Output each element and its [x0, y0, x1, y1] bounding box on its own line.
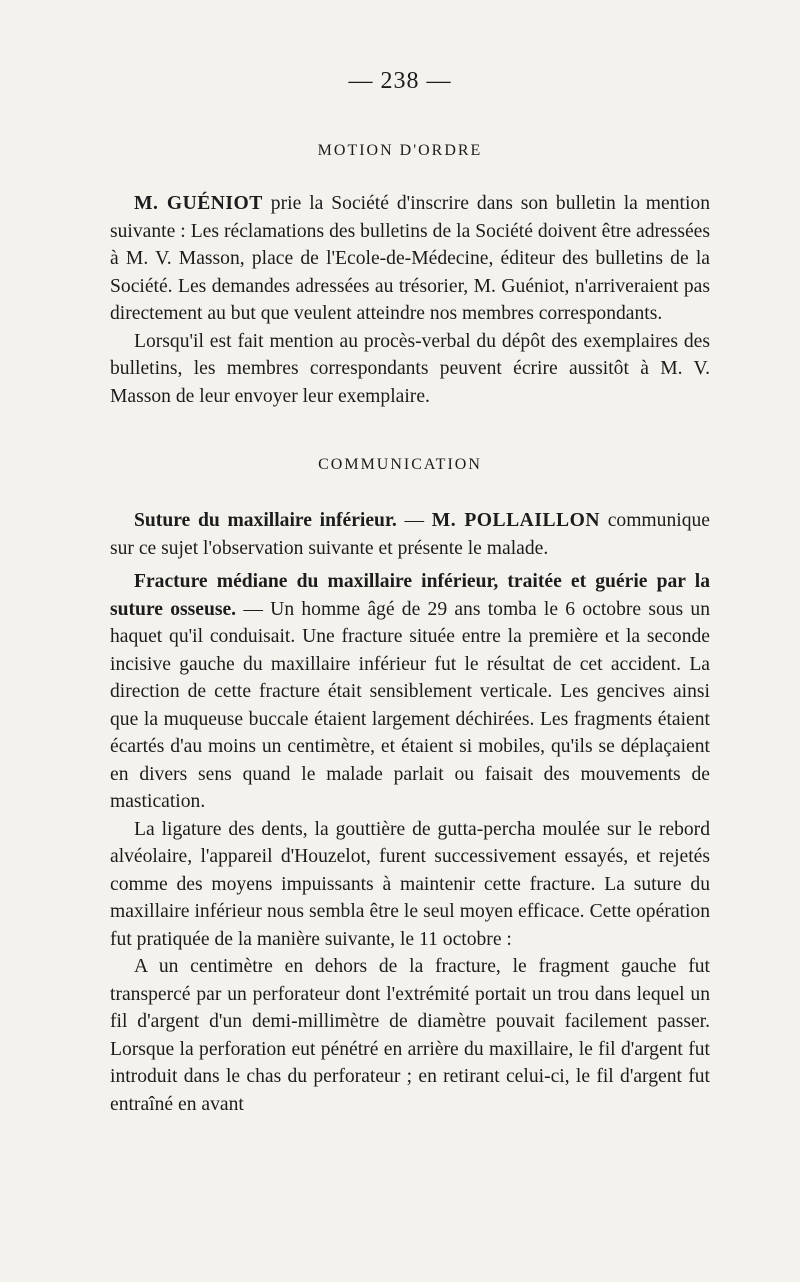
communication-paragraph-1: [110, 507, 710, 562]
communication-paragraph-2: [110, 568, 710, 816]
title-fracture: Fracture médiane du maxillaire inférieur, traitée et guérie par la suture osseuse.: [110, 571, 710, 620]
speaker-pollaillon: M. POLLAILLON: [431, 510, 600, 531]
communication-paragraph-4: A un centimètre en dehors de la fracture, le fragment gauche fut transpercé par un perforateur dont l'extrémité portait un trou dans lequel un fil d'argent d'un demi-millimètre de diamètre pouvait facilement passer. Lorsque la perforation eut pénétré en arrière du maxillaire, le fil d'argent fut introduit dans le chas du perforateur ; en retirant celui-ci, le fil d'argent fut entraîné en avant: [110, 956, 710, 1115]
title-suture: Suture du maxillaire inférieur.: [134, 510, 397, 531]
speaker-gueniot: M. GUÉNIOT: [134, 193, 263, 214]
motion-paragraph-2: Lorsqu'il est fait mention au procès-verbal du dépôt des exemplaires des bulletins, les membres correspondants peuvent écrire aussitôt à M. V. Masson de leur envoyer leur exemplaire.: [110, 330, 710, 407]
motion-section: [110, 190, 710, 410]
page-number: — 238 —: [348, 68, 452, 94]
dash: —: [396, 510, 432, 531]
communication-paragraph-2-text: — Un homme âgé de 29 ans tomba le 6 octobre sous un haquet qu'il conduisait. Une fracture située entre la première et la seconde incisive gauche du maxillaire inférieur fut le résultat de cet accident. La direction de cette fracture était sensiblement verticale. Les gencives ainsi que la muqueuse buccale étaient largement déchirées. Les fragments étaient écartés d'au moins un centimètre, et étaient si mobiles, qu'ils se déplaçaient en divers sens quand le malade parlait ou faisait des mouvements de mastication.: [110, 598, 710, 812]
communication-paragraph-3: La ligature des dents, la gouttière de gutta-percha moulée sur le rebord alvéolaire, l'appareil d'Houzelot, furent successivement essayés, et rejetés comme des moyens impuissants à maintenir cette fracture. La suture du maxillaire inférieur nous sembla être le seul moyen efficace. Cette opération fut pratiquée de la manière suivante, le 11 octobre :: [110, 818, 710, 950]
communication-paragraph-1-text: communique sur ce sujet l'observation suivante et présente le malade.: [110, 510, 710, 559]
motion-paragraph-1: [110, 190, 710, 328]
communication-section: [110, 507, 710, 1118]
heading-motion-dordre: MOTION D'ORDRE: [317, 142, 483, 159]
heading-communication: COMMUNICATION: [318, 456, 482, 473]
motion-paragraph-1-text: prie la Société d'inscrire dans son bulletin la mention suivante : Les réclamations des bulletins de la Société doivent être adressées à M. V. Masson, place de l'Ecole-de-Médecine, éditeur des bulletins de la Société. Les demandes adressées au trésorier, M. Guéniot, n'arriveraient pas directement au but que veulent atteindre nos membres correspondants.: [110, 193, 710, 324]
